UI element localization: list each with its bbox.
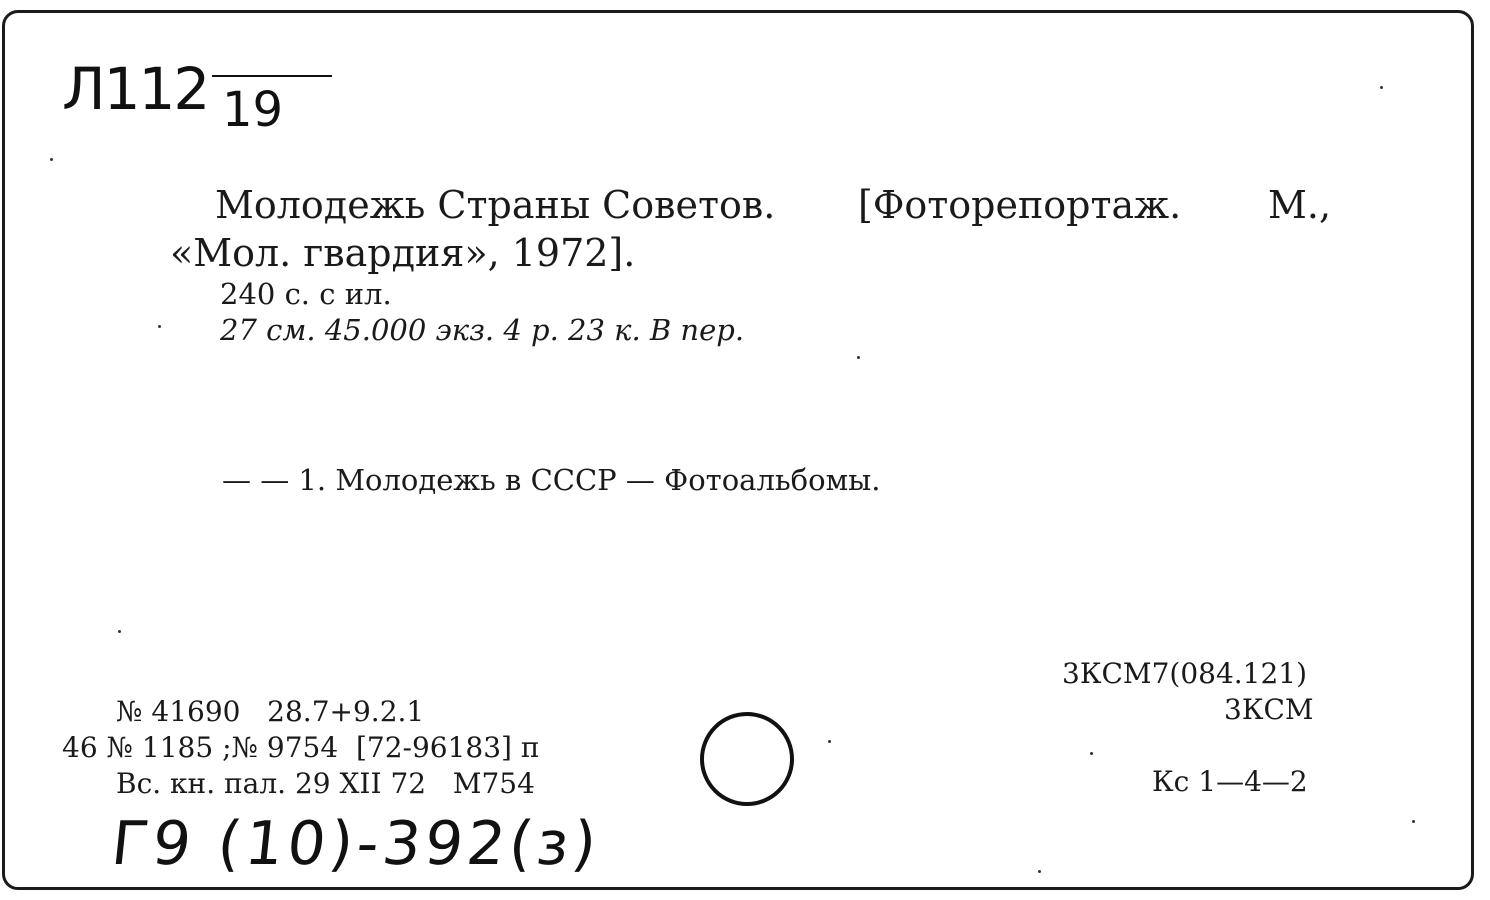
shelfmark-rule: [212, 75, 332, 77]
physical-line: 27 см. 45.000 экз. 4 р. 23 к. В пер.: [220, 313, 745, 347]
scan-speck: [1090, 752, 1093, 755]
scan-speck: [1038, 870, 1041, 873]
footer-left-line2: 46 № 1185 ;№ 9754 [72-96183] п: [62, 731, 540, 764]
title-line2: «Мол. гвардия», 1972].: [170, 231, 636, 275]
scan-speck: [1412, 820, 1415, 823]
shelfmark-sub: 19: [222, 82, 284, 138]
classification-short: 3КСМ: [1224, 693, 1314, 726]
author-sign-code: Кс 1—4—2: [1152, 765, 1308, 798]
classification-code: 3КСМ7(084.121): [1062, 657, 1308, 690]
scan-speck: [118, 630, 121, 633]
scan-speck: [158, 325, 161, 328]
stamp-circle: [700, 712, 794, 806]
title-part2: [Фоторепортаж.: [858, 183, 1182, 227]
footer-left-line3: Вс. кн. пал. 29 XII 72 М754: [116, 767, 535, 800]
title-part3: М.,: [1268, 183, 1332, 227]
scan-speck: [828, 740, 831, 743]
subject-heading: — — 1. Молодежь в СССР — Фотоальбомы.: [222, 463, 881, 497]
shelfmark-main: Л112: [62, 55, 209, 123]
title-part1: Молодежь Страны Советов.: [215, 183, 776, 227]
scan-speck: [1380, 86, 1383, 89]
pages-line: 240 с. с ил.: [220, 277, 392, 311]
footer-left-line1: № 41690 28.7+9.2.1: [116, 695, 425, 728]
scan-speck: [50, 158, 53, 161]
scan-speck: [857, 356, 860, 359]
inventory-number: Г9 (10)-392(з): [108, 809, 604, 879]
